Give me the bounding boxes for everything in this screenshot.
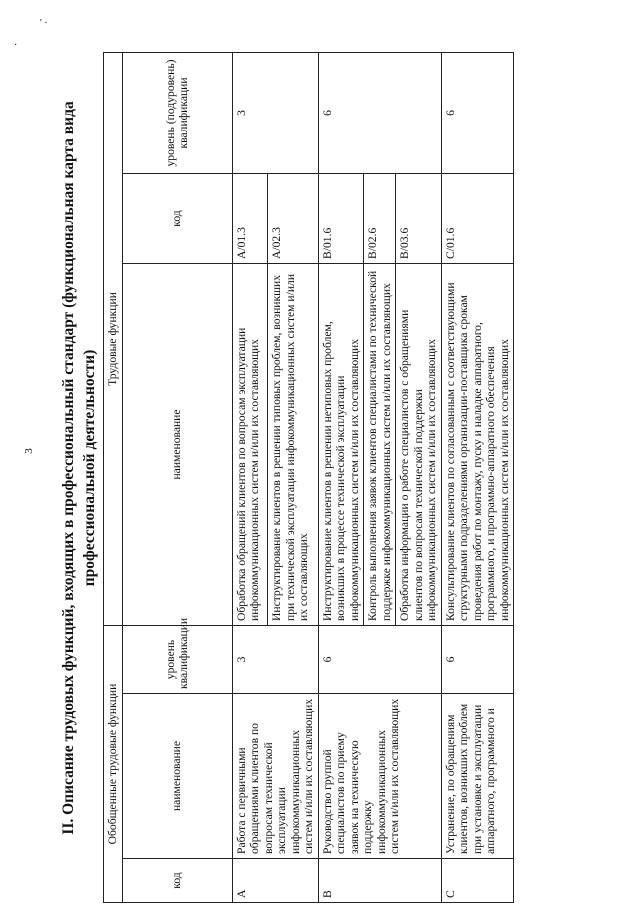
function-code: B/02.6 xyxy=(364,174,396,264)
name-header: наименование xyxy=(122,694,232,859)
section-heading: II. Описание трудовых функций, входящих в профессиональный стандарт (функциональная карта вида профессиональной деятельности) xyxy=(60,101,98,835)
header-row-groups xyxy=(104,52,123,902)
function-sublevel: 3 xyxy=(232,52,318,173)
function-code: C/01.6 xyxy=(441,174,514,264)
page-number: 3 xyxy=(22,448,35,454)
group-name: Работа с первичными обращениями клиентов по вопросам технической эксплуатации инфокоммуникационных систем и/или их составляющих xyxy=(232,694,318,859)
level-header: уровень квалификации xyxy=(122,626,232,694)
function-code: B/01.6 xyxy=(318,174,364,264)
function-name: Контроль выполнения заявок клиентов специалистами по технической поддержке инфокоммуникационных систем и/или их составляющих xyxy=(364,264,396,626)
table-row xyxy=(318,52,364,902)
header-row-columns xyxy=(122,52,232,902)
group-code: C xyxy=(441,859,514,903)
labor-code-header: код xyxy=(122,174,232,264)
labor-name-header: наименование xyxy=(122,264,232,626)
function-name: Обработка информации о работе специалистов с обращениями клиентов по вопросам технической поддержки инфокоммуникационных систем и/или их составляющих xyxy=(396,264,442,626)
function-code: A/01.3 xyxy=(232,174,268,264)
table-row xyxy=(232,52,268,902)
function-name: Консультирование клиентов по согласованным с соответствующими структурными подразделениями организации-поставщика срокам проведения работ по монтажу, пуску и наладке аппаратного, программного, и программно-аппаратного обеспечения инфокоммуникационных систем и/или их составляющих xyxy=(441,264,514,626)
labor-functions-header: Трудовые функции xyxy=(104,52,123,625)
group-name: Руководство группой специалистов по приему заявок на техническую поддержку инфокоммуникационных систем и/или их составляющих xyxy=(318,694,441,859)
group-level: 6 xyxy=(441,626,514,694)
code-header: код xyxy=(122,859,232,903)
scan-speck: ' · xyxy=(40,18,48,29)
group-name: Устранение, по обращениям клиентов, возникших проблем при установке и эксплуатации аппаратного, программного и xyxy=(441,694,514,859)
labor-level-header: уровень (подуровень) квалификации xyxy=(122,52,232,173)
group-level: 3 xyxy=(232,626,318,694)
functional-map-table xyxy=(103,52,514,903)
function-sublevel: 6 xyxy=(441,52,514,173)
function-name: Обработка обращений клиентов по вопросам эксплуатации инфокоммуникационных систем и/или их составляющих xyxy=(232,264,268,626)
table-rotated xyxy=(103,53,620,903)
function-code: B/03.6 xyxy=(396,174,442,264)
generalized-functions-header: Обобщенные трудовые функции xyxy=(104,626,123,903)
function-code: A/02.3 xyxy=(268,174,319,264)
scan-speck: · xyxy=(14,40,18,51)
function-name: Инструктирование клиентов в решении типовых проблем, возникших при технической эксплуатации инфокоммуникационных систем и/или их составляющих xyxy=(268,264,319,626)
table-row xyxy=(441,52,514,902)
group-level: 6 xyxy=(318,626,441,694)
function-sublevel: 6 xyxy=(318,52,441,173)
group-code: B xyxy=(318,859,441,903)
group-code: A xyxy=(232,859,318,903)
function-name: Инструктирование клиентов в решении нетиповых проблем, возникших в процессе технической эксплуатации инфокоммуникационных систем и/или их составляющих xyxy=(318,264,364,626)
